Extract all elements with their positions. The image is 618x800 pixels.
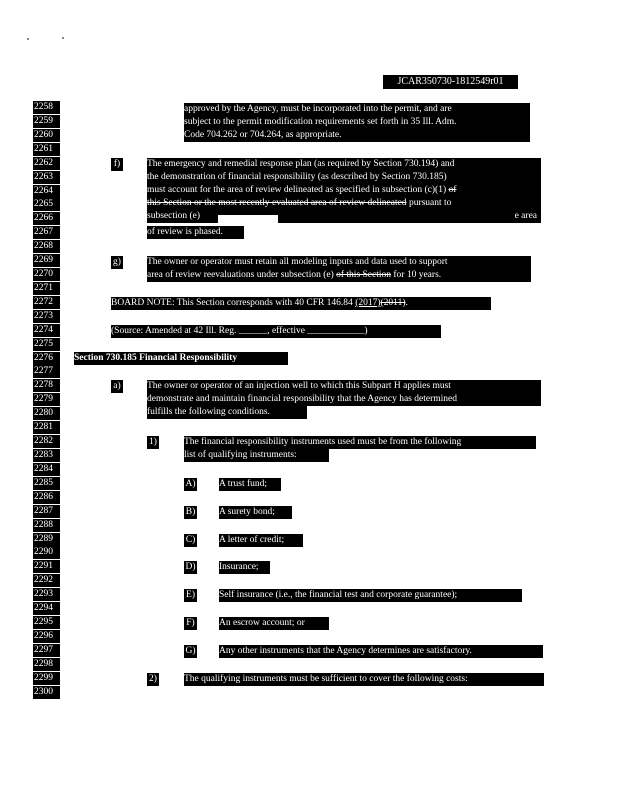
text-line: An escrow account; or — [219, 618, 305, 628]
line-number: 2272 — [33, 296, 60, 309]
section-title — [74, 352, 288, 365]
text-segment: . — [405, 298, 408, 308]
text-line: The qualifying instruments must be sufficient to cover the following costs: — [184, 674, 468, 684]
text-line: Self insurance (i.e., the financial test and corporate guarantee); — [219, 590, 458, 600]
text-segment: for 10 years. — [391, 270, 442, 280]
instrument-text — [219, 645, 543, 658]
instrument-text — [219, 561, 270, 574]
text-line: The emergency and remedial response plan (as required by Section 730.194) and — [147, 159, 455, 169]
line-number: 2276 — [33, 352, 60, 365]
instrument-label: A) — [185, 479, 196, 489]
line-number: 2269 — [33, 254, 60, 267]
line-number: 2267 — [33, 226, 60, 239]
line-number: 2258 — [33, 101, 60, 114]
line-number: 2281 — [33, 421, 60, 434]
line-number: 2285 — [33, 477, 60, 490]
redaction-gap — [218, 215, 278, 224]
text-segment: must account for the area of review delineated as specified in subsection (c)(1) — [147, 185, 449, 195]
line-number: 2290 — [33, 546, 60, 559]
text-line: Code 704.262 or 704.264, as appropriate. — [184, 130, 342, 140]
text-line — [147, 269, 531, 282]
line-number: 2295 — [33, 616, 60, 629]
instrument-text — [219, 617, 329, 630]
text-line: list of qualifying instruments: — [184, 450, 297, 460]
item-1-text — [184, 436, 536, 449]
line-number: 2262 — [33, 157, 60, 170]
struck-text: (2011) — [380, 298, 406, 308]
line-number: 2264 — [33, 185, 60, 198]
line-number: 2261 — [33, 143, 60, 156]
line-number: 2280 — [33, 407, 60, 420]
item-g-label: g) — [111, 256, 123, 269]
line-number: 2265 — [33, 198, 60, 211]
struck-text: this Section or the most recently evaluated area of review delineated — [147, 198, 407, 208]
line-number: 2297 — [33, 644, 60, 657]
text-line: fulfills the following conditions. — [147, 407, 270, 417]
line-number: 2287 — [33, 505, 60, 518]
text-line — [147, 210, 541, 223]
text-line: (Source: Amended at 42 Ill. Reg. ______, effective ____________) — [111, 326, 368, 336]
text-line: subject to the permit modification requirements set forth in 35 Ill. Adm. — [184, 117, 457, 127]
instrument-text — [219, 534, 303, 547]
line-number: 2293 — [33, 588, 60, 601]
instrument-label: B) — [185, 507, 196, 517]
line-number: 2283 — [33, 449, 60, 462]
scan-speck — [62, 37, 64, 39]
board-note — [111, 297, 491, 310]
text-line: A trust fund; — [219, 479, 268, 489]
struck-text: of this Section — [336, 270, 392, 280]
source-note — [111, 325, 441, 338]
text-line: Section 730.185 Financial Responsibility — [74, 353, 238, 363]
text-segment: pursuant to — [406, 198, 452, 208]
text-line — [147, 184, 541, 197]
struck-text: of — [448, 185, 457, 195]
line-number: 2296 — [33, 630, 60, 643]
instrument-label: G) — [185, 646, 196, 656]
text-line: the demonstration of financial responsibility (as described by Section 730.185) — [147, 172, 447, 182]
underlined-text: (2017) — [355, 298, 381, 308]
item-2-text — [184, 673, 544, 686]
line-number: 2275 — [33, 338, 60, 351]
text-line: A surety bond; — [219, 507, 275, 517]
line-number: 2289 — [33, 533, 60, 546]
item-f-text — [147, 158, 541, 223]
text-line: A letter of credit; — [219, 535, 285, 545]
item-f-last-line — [147, 226, 244, 239]
text-line: approved by the Agency, must be incorporated into the permit, and are — [184, 104, 452, 114]
line-number: 2279 — [33, 393, 60, 406]
line-number: 2277 — [33, 365, 60, 378]
text-segment: BOARD NOTE: This Section corresponds with 40 CFR 146.84 — [111, 298, 356, 308]
line-number: 2263 — [33, 171, 60, 184]
item-2-label: 2) — [147, 673, 159, 686]
item-g-text — [147, 256, 531, 282]
line-number: 2292 — [33, 574, 60, 587]
text-line: Any other instruments that the Agency determines are satisfactory. — [219, 646, 472, 656]
line-number: 2268 — [33, 240, 60, 253]
instrument-label: D) — [185, 562, 196, 572]
item-1-label: 1) — [147, 436, 159, 449]
line-number: 2282 — [33, 435, 60, 448]
document-id: JCAR350730-1812549r01 — [383, 75, 518, 89]
line-number: 2270 — [33, 268, 60, 281]
line-number: 2274 — [33, 324, 60, 337]
instrument-label: F) — [184, 617, 197, 630]
instrument-text — [219, 589, 522, 602]
line-number: 2299 — [33, 672, 60, 685]
line-number: 2278 — [33, 379, 60, 392]
text-segment: subsection (e) — [147, 211, 201, 221]
text-line: The owner or operator of an injection well to which this Subpart H applies must — [147, 381, 451, 391]
paragraph-approved — [184, 103, 530, 142]
instrument-label: C) — [185, 535, 196, 545]
line-number: 2300 — [33, 686, 60, 699]
text-segment: area of review reevaluations under subsection (e) — [147, 270, 337, 280]
text-line — [111, 297, 491, 310]
item-a-text — [147, 380, 541, 406]
line-number: 2288 — [33, 519, 60, 532]
scan-speck — [27, 38, 29, 40]
line-number: 2284 — [33, 463, 60, 476]
line-number: 2291 — [33, 560, 60, 573]
text-line: The owner or operator must retain all modeling inputs and data used to support — [147, 257, 448, 267]
line-number: 2260 — [33, 129, 60, 142]
text-segment: e area — [514, 211, 537, 221]
line-number: 2298 — [33, 658, 60, 671]
line-number: 2294 — [33, 602, 60, 615]
text-line: The financial responsibility instruments used must be from the following — [184, 437, 462, 447]
item-a-last-line — [147, 406, 307, 419]
item-1-last-line — [184, 449, 329, 462]
instrument-text — [219, 506, 292, 519]
item-f-label: f) — [111, 158, 123, 171]
text-line — [147, 197, 541, 210]
item-a-label: a) — [111, 380, 123, 393]
line-number: 2271 — [33, 282, 60, 295]
line-number: 2266 — [33, 212, 60, 225]
instrument-label: E) — [184, 589, 197, 602]
instrument-text — [219, 478, 281, 491]
text-line: of review is phased. — [147, 227, 223, 237]
line-number: 2286 — [33, 491, 60, 504]
line-number: 2259 — [33, 115, 60, 128]
line-number: 2273 — [33, 310, 60, 323]
text-line: demonstrate and maintain financial responsibility that the Agency has determined — [147, 394, 457, 404]
text-line: Insurance; — [219, 562, 259, 572]
